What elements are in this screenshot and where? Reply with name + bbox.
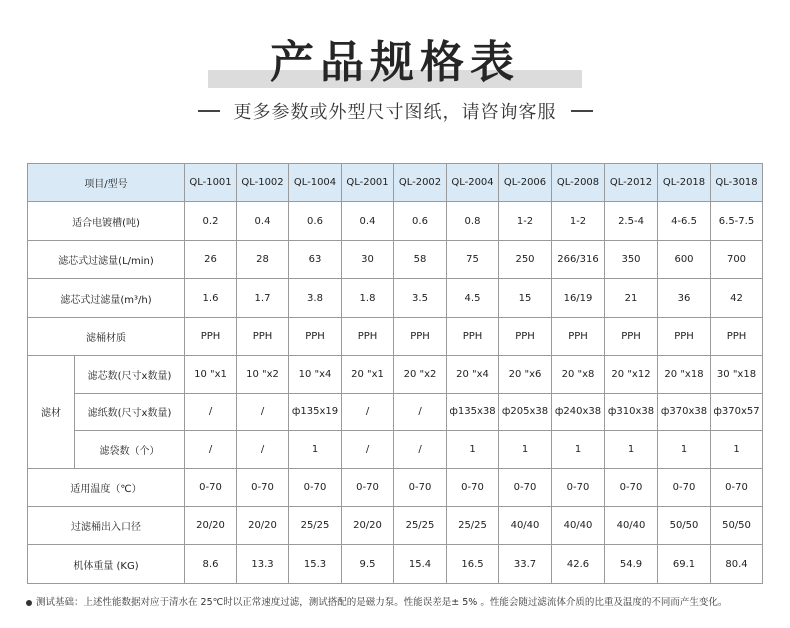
table-cell: 15: [499, 279, 552, 317]
table-cell: 50/50: [658, 507, 711, 545]
table-cell: PPH: [342, 317, 394, 355]
table-cell: 0.4: [237, 202, 289, 240]
table-cell: 30: [342, 240, 394, 278]
table-row: [28, 431, 763, 468]
row-sublabel: 滤芯数(尺寸x数量): [75, 356, 185, 393]
table-cell: 16.5: [447, 545, 499, 584]
row-label: 过滤桶出入口径: [28, 507, 185, 545]
table-cell: 700: [711, 240, 763, 278]
row-sublabel: 滤袋数（个）: [75, 431, 185, 468]
table-cell: 4-6.5: [658, 202, 711, 240]
table-cell: /: [237, 431, 289, 468]
page-title: 产品规格表: [270, 37, 520, 88]
table-cell: 0-70: [552, 468, 605, 506]
table-header-row: [28, 164, 763, 202]
table-cell: 20/20: [237, 507, 289, 545]
footnote-text: 测试基础：上述性能数据对应于清水在 25℃时以正常速度过滤，测试搭配的是磁力泵。性能误差是± 5% 。性能会随过滤流体介质的比重及温度的不同而产生变化。: [36, 597, 728, 608]
table-cell: 1: [658, 431, 711, 468]
table-cell: 0-70: [605, 468, 658, 506]
model-header-cell: QL-2018: [658, 164, 711, 202]
table-cell: 40/40: [552, 507, 605, 545]
table-cell: 75: [447, 240, 499, 278]
table-cell: /: [185, 431, 237, 468]
model-header-cell: QL-1001: [185, 164, 237, 202]
table-cell: 25/25: [289, 507, 342, 545]
table-cell: 8.6: [185, 545, 237, 584]
row-label: 适合电镀槽(吨): [28, 202, 185, 240]
bullet-icon: [26, 600, 32, 606]
table-cell: 0-70: [342, 468, 394, 506]
table-cell: 25/25: [394, 507, 447, 545]
table-cell: 250: [499, 240, 552, 278]
table-cell: 20 "x12: [605, 356, 658, 393]
table-cell: 0.2: [185, 202, 237, 240]
table-cell: ф370x57: [711, 393, 763, 430]
table-cell: 58: [394, 240, 447, 278]
table-row: [28, 202, 763, 240]
table-cell: 80.4: [711, 545, 763, 584]
table-cell: /: [342, 393, 394, 430]
table-row: [28, 393, 763, 430]
table-cell: 0-70: [447, 468, 499, 506]
table-cell: ф205x38: [499, 393, 552, 430]
table-cell: 1: [447, 431, 499, 468]
table-cell: 28: [237, 240, 289, 278]
table-cell: 40/40: [499, 507, 552, 545]
table-row: [28, 356, 763, 393]
table-cell: ф135x19: [289, 393, 342, 430]
footnote: [26, 594, 776, 608]
table-row: [28, 279, 763, 317]
table-cell: PPH: [447, 317, 499, 355]
table-cell: 20/20: [185, 507, 237, 545]
table-cell: PPH: [185, 317, 237, 355]
table-cell: 266/316: [552, 240, 605, 278]
row-label: 适用温度（℃）: [28, 468, 185, 506]
table-cell: 1-2: [552, 202, 605, 240]
table-cell: 1.8: [342, 279, 394, 317]
table-cell: /: [394, 431, 447, 468]
table-cell: 10 "x4: [289, 356, 342, 393]
table-cell: 0-70: [237, 468, 289, 506]
table-cell: /: [342, 431, 394, 468]
model-header-cell: QL-2002: [394, 164, 447, 202]
table-cell: ф240x38: [552, 393, 605, 430]
table-cell: 69.1: [658, 545, 711, 584]
row-label: 机体重量 (KG): [28, 545, 185, 584]
table-cell: 50/50: [711, 507, 763, 545]
table-cell: 42.6: [552, 545, 605, 584]
table-cell: 63: [289, 240, 342, 278]
table-cell: 42: [711, 279, 763, 317]
model-header-cell: QL-2004: [447, 164, 499, 202]
table-cell: 10 "x2: [237, 356, 289, 393]
table-cell: 2.5-4: [605, 202, 658, 240]
table-cell: 1: [552, 431, 605, 468]
row-label: 滤桶材质: [28, 317, 185, 355]
left-dash: [198, 110, 220, 112]
table-cell: 1-2: [499, 202, 552, 240]
table-cell: 1: [289, 431, 342, 468]
table-cell: 25/25: [447, 507, 499, 545]
table-cell: 30 "x18: [711, 356, 763, 393]
table-cell: 1: [711, 431, 763, 468]
group-label-filter-media: 滤材: [28, 356, 75, 468]
table-cell: PPH: [711, 317, 763, 355]
subtitle-row: [0, 97, 790, 125]
table-cell: PPH: [605, 317, 658, 355]
table-cell: PPH: [289, 317, 342, 355]
model-header-cell: QL-2008: [552, 164, 605, 202]
table-cell: 36: [658, 279, 711, 317]
table-row: [28, 468, 763, 506]
table-cell: PPH: [499, 317, 552, 355]
table-cell: 20 "x6: [499, 356, 552, 393]
page-subtitle: 更多参数或外型尺寸图纸，请咨询客服: [233, 102, 557, 123]
table-row: [28, 507, 763, 545]
table-cell: 0-70: [499, 468, 552, 506]
spec-table-body: [28, 164, 763, 584]
table-cell: 0.4: [342, 202, 394, 240]
table-cell: 20 "x18: [658, 356, 711, 393]
title-area: [0, 22, 790, 92]
table-cell: 0-70: [394, 468, 447, 506]
right-dash: [571, 110, 593, 112]
table-cell: /: [394, 393, 447, 430]
table-cell: 0-70: [658, 468, 711, 506]
table-cell: 0.6: [289, 202, 342, 240]
spec-table: [27, 163, 763, 584]
table-cell: 40/40: [605, 507, 658, 545]
table-row: [28, 317, 763, 355]
table-cell: /: [237, 393, 289, 430]
table-cell: PPH: [552, 317, 605, 355]
table-cell: 20 "x1: [342, 356, 394, 393]
table-cell: 21: [605, 279, 658, 317]
table-row: [28, 240, 763, 278]
model-header-cell: QL-3018: [711, 164, 763, 202]
table-cell: 10 "x1: [185, 356, 237, 393]
table-cell: ф135x38: [447, 393, 499, 430]
table-cell: 9.5: [342, 545, 394, 584]
table-cell: 600: [658, 240, 711, 278]
table-cell: 1.7: [237, 279, 289, 317]
table-cell: PPH: [394, 317, 447, 355]
model-header-cell: QL-2012: [605, 164, 658, 202]
table-cell: 0.6: [394, 202, 447, 240]
table-cell: 0.8: [447, 202, 499, 240]
table-cell: 3.5: [394, 279, 447, 317]
table-cell: 15.3: [289, 545, 342, 584]
table-row: [28, 545, 763, 584]
table-cell: 54.9: [605, 545, 658, 584]
row-sublabel: 滤纸数(尺寸x数量): [75, 393, 185, 430]
table-cell: 26: [185, 240, 237, 278]
model-header-cell: QL-2001: [342, 164, 394, 202]
model-header-cell: QL-1004: [289, 164, 342, 202]
row-label: 滤芯式过滤量(m³/h): [28, 279, 185, 317]
table-cell: 0-70: [711, 468, 763, 506]
table-cell: 3.8: [289, 279, 342, 317]
table-cell: ф310x38: [605, 393, 658, 430]
table-cell: ф370x38: [658, 393, 711, 430]
table-cell: 350: [605, 240, 658, 278]
table-cell: /: [185, 393, 237, 430]
table-cell: 20/20: [342, 507, 394, 545]
table-cell: PPH: [658, 317, 711, 355]
table-cell: 13.3: [237, 545, 289, 584]
table-cell: 0-70: [185, 468, 237, 506]
table-cell: 16/19: [552, 279, 605, 317]
table-cell: 20 "x8: [552, 356, 605, 393]
table-cell: 1.6: [185, 279, 237, 317]
table-cell: 6.5-7.5: [711, 202, 763, 240]
table-cell: 20 "x2: [394, 356, 447, 393]
table-cell: PPH: [237, 317, 289, 355]
model-header-cell: QL-2006: [499, 164, 552, 202]
table-cell: 33.7: [499, 545, 552, 584]
table-cell: 20 "x4: [447, 356, 499, 393]
table-cell: 4.5: [447, 279, 499, 317]
model-header-cell: QL-1002: [237, 164, 289, 202]
table-cell: 1: [605, 431, 658, 468]
table-cell: 1: [499, 431, 552, 468]
header-item-model-label: 项目/型号: [28, 164, 185, 202]
table-cell: 15.4: [394, 545, 447, 584]
row-label: 滤芯式过滤量(L/min): [28, 240, 185, 278]
table-cell: 0-70: [289, 468, 342, 506]
